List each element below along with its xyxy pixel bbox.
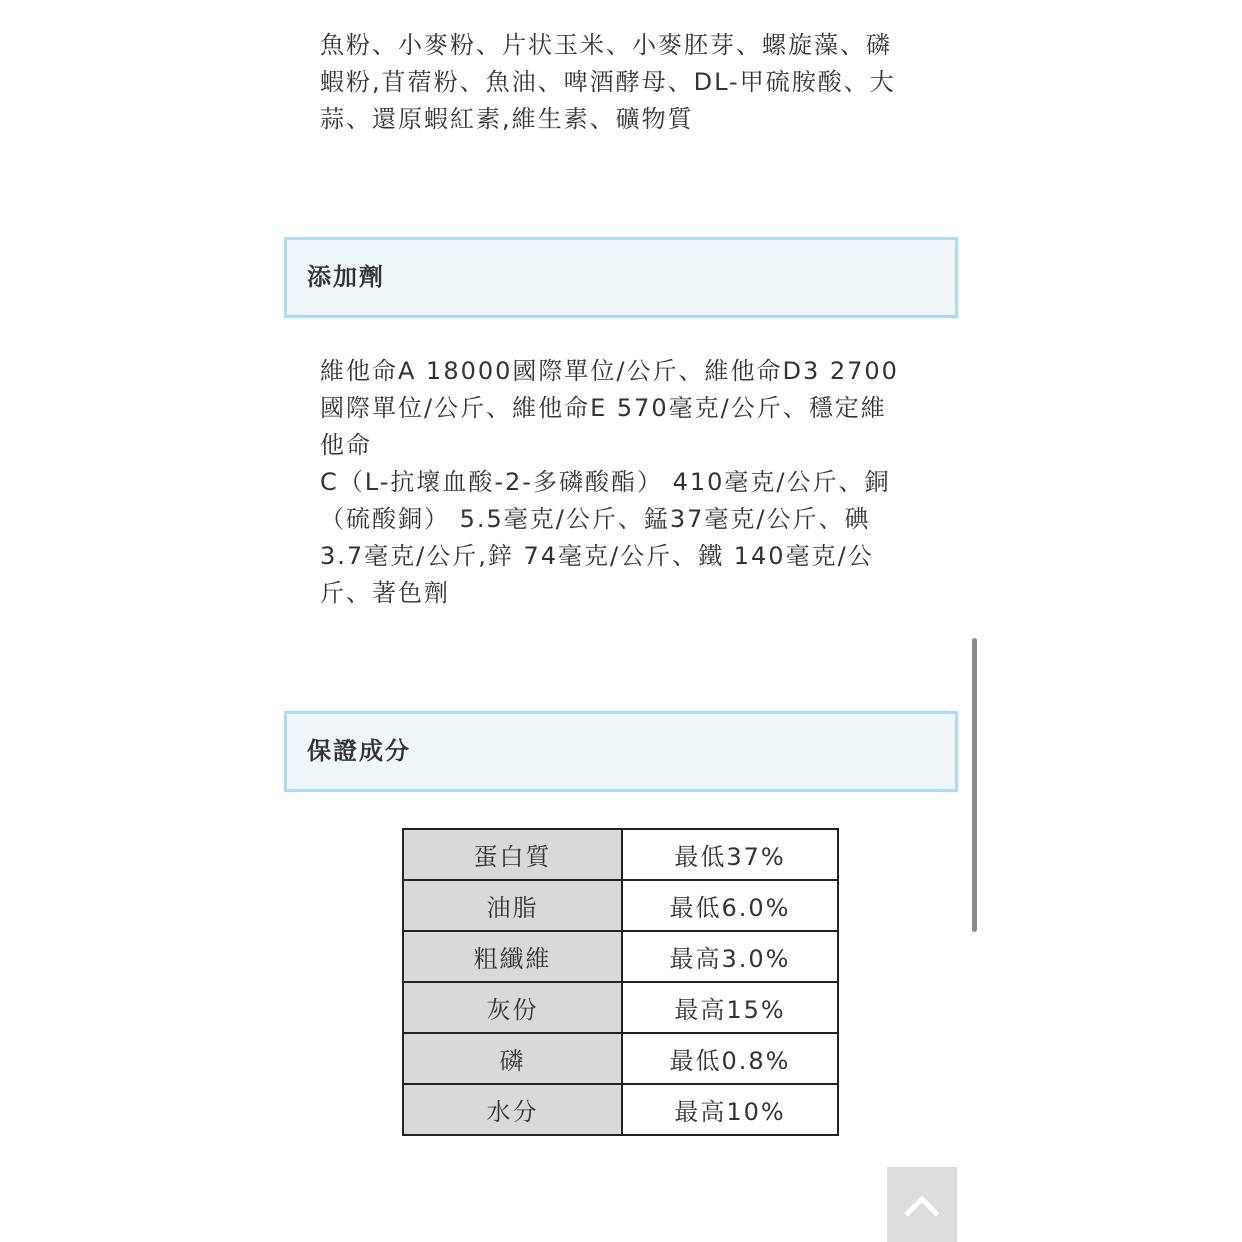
table-row [403, 982, 838, 1033]
additives-section-header [284, 237, 958, 318]
table-row [403, 880, 838, 931]
nutrient-value: 最高3.0% [622, 931, 838, 982]
nutrient-value: 最低6.0% [622, 880, 838, 931]
ingredients-text: 魚粉、小麥粉、片状玉米、小麥胚芽、螺旋藻、磷 蝦粉,苜蓿粉、魚油、啤酒酵母、DL-甲硫胺酸、大 蒜、還原蝦紅素,維生素、礦物質 [320, 31, 896, 133]
guaranteed-analysis-heading: 保證成分 [307, 737, 411, 765]
nutrient-value: 最低0.8% [622, 1033, 838, 1084]
back-to-top-button[interactable] [887, 1167, 957, 1242]
nutrient-value: 最低37% [622, 829, 838, 880]
table-row [403, 1084, 838, 1135]
nutrient-name: 粗纖維 [403, 931, 622, 982]
chevron-up-icon [904, 1189, 940, 1219]
table-row [403, 931, 838, 982]
table-row [403, 829, 838, 880]
nutrient-name: 蛋白質 [403, 829, 622, 880]
guaranteed-analysis-table [402, 828, 839, 1136]
table-row [403, 1033, 838, 1084]
nutrient-name: 灰份 [403, 982, 622, 1033]
nutrient-value: 最高10% [622, 1084, 838, 1135]
nutrient-name: 油脂 [403, 880, 622, 931]
nutrient-value: 最高15% [622, 982, 838, 1033]
nutrient-name: 水分 [403, 1084, 622, 1135]
nutrient-name: 磷 [403, 1033, 622, 1084]
vertical-scrollbar[interactable] [972, 638, 977, 932]
guaranteed-analysis-section-header [284, 711, 958, 792]
additives-heading: 添加劑 [307, 263, 385, 291]
additives-text: 維他命A 18000國際單位/公斤、維他命D3 2700 國際單位/公斤、維他命E 570毫克/公斤、穩定維 他命 C（L-抗壞血酸-2-多磷酸酯） 410毫克/公斤、銅 （硫酸銅） 5.5毫克/公斤、錳37毫克/公斤、碘 3.7毫克/公斤,鋅 74毫克/公斤、鐵 140毫克/公 斤、著色劑 [320, 357, 899, 607]
